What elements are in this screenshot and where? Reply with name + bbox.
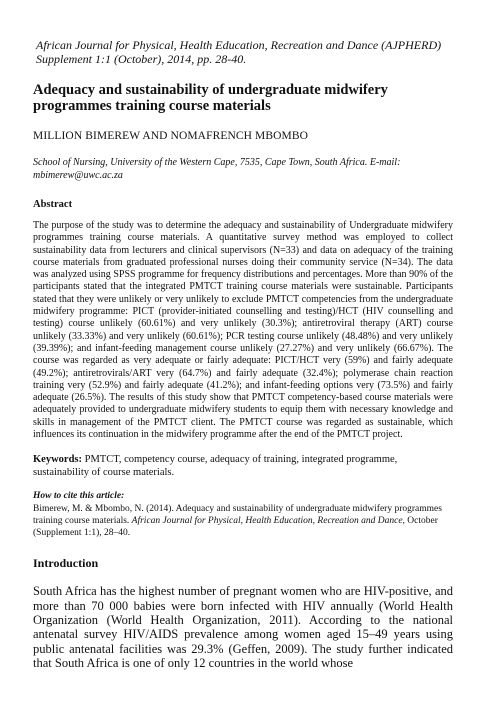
article-page xyxy=(33,38,453,670)
keywords-label: Keywords: xyxy=(33,454,82,466)
keywords xyxy=(33,453,453,479)
introduction-body: South Africa has the highest number of pregnant women who are HIV-positive, and more than 70 000 babies were born infected with HIV annually (World Health Organization (World Health Organization, 2011). According to the national antenatal survey HIV/AIDS prevalence among women aged 15–49 years using public antenatal facilities was 29.3% (Geffen, 2009). The study further indicated that South Africa is one of only 12 countries in the world whose xyxy=(33,584,453,670)
abstract-heading: Abstract xyxy=(33,199,73,210)
journal-header: African Journal for Physical, Health Education, Recreation and Dance (AJPHERD) Supplement 1:1 (October), 2014, pp. 28-40. xyxy=(36,38,442,66)
citation-body xyxy=(33,503,453,539)
keywords-text: PMTCT, competency course, adequacy of training, integrated programme, sustainability of course materials. xyxy=(33,454,398,479)
citation-text-2: October (Supplement 1:1), 28–40. xyxy=(33,516,438,539)
article-title: Adequacy and sustainability of undergraduate midwifery programmes training course materials xyxy=(33,82,388,114)
abstract-body: The purpose of the study was to determine the adequacy and sustainability of Undergraduate midwifery programmes training course materials. A quantitative survey method was employed to collect sustainability data from lecturers and clinical supervisors (N=33) and data on adequacy of the training course materials from graduated professional nurses doing their community service (N=34). The data was analyzed using SPSS programme for frequency distributions and percentages. More than 90% of the participants stated that the integrated PMTCT training course materials were sustainable. Participants stated that they were unlikely or very unlikely to exclude PMTCT competencies from the undergraduate midwifery programme: PICT (provider-initiated counselling and testing)/HCT (HIV counselling and testing) course unlikely (60.61%) and very unlikely (30.3%); antiretroviral therapy (ART) course unlikely (33.33%) and very unlikely (60.61%); PCR testing course unlikely (48.48%) and very unlikely (39.39%); and infant-feeding management course unlikely (27.27%) and very unlikely (66.67%). The course was regarded as very adequate or fairly adequate: PICT/HCT very (59%) and fairly adequate (49.2%); antiretrovirals/ART very (64.7%) and fairly adequate (32.4%); polymerase chain reaction training very (52.9%) and fairly adequate (41.2%); and infant-feeding options very (73.5%) and fairly adequate (26.5%). The results of this study show that PMTCT competency-based course materials were adequately provided to undergraduate midwifery students to equip them with necessary knowledge and skills in management of the PMTCT client. The PMTCT course was regarded as sustainable, which influences its continuation in the midwifery programme after the end of the PMTCT project. xyxy=(33,220,453,441)
author-list: MILLION BIMEREW AND NOMAFRENCH MBOMBO xyxy=(33,130,309,142)
citation-text-1: Bimerew, M. & Mbombo, N. (2014). Adequacy and sustainability of undergraduate midwifery programmes training course materials. xyxy=(33,504,442,527)
introduction-heading: Introduction xyxy=(33,556,99,571)
citation-heading: How to cite this article: xyxy=(33,491,125,502)
citation-journal: African Journal for Physical, Health Education, Recreation and Dance, xyxy=(131,516,405,527)
author-affiliation: School of Nursing, University of the Western Cape, 7535, Cape Town, South Africa. E-mail: mbimerew@uwc.ac.za xyxy=(33,157,401,181)
